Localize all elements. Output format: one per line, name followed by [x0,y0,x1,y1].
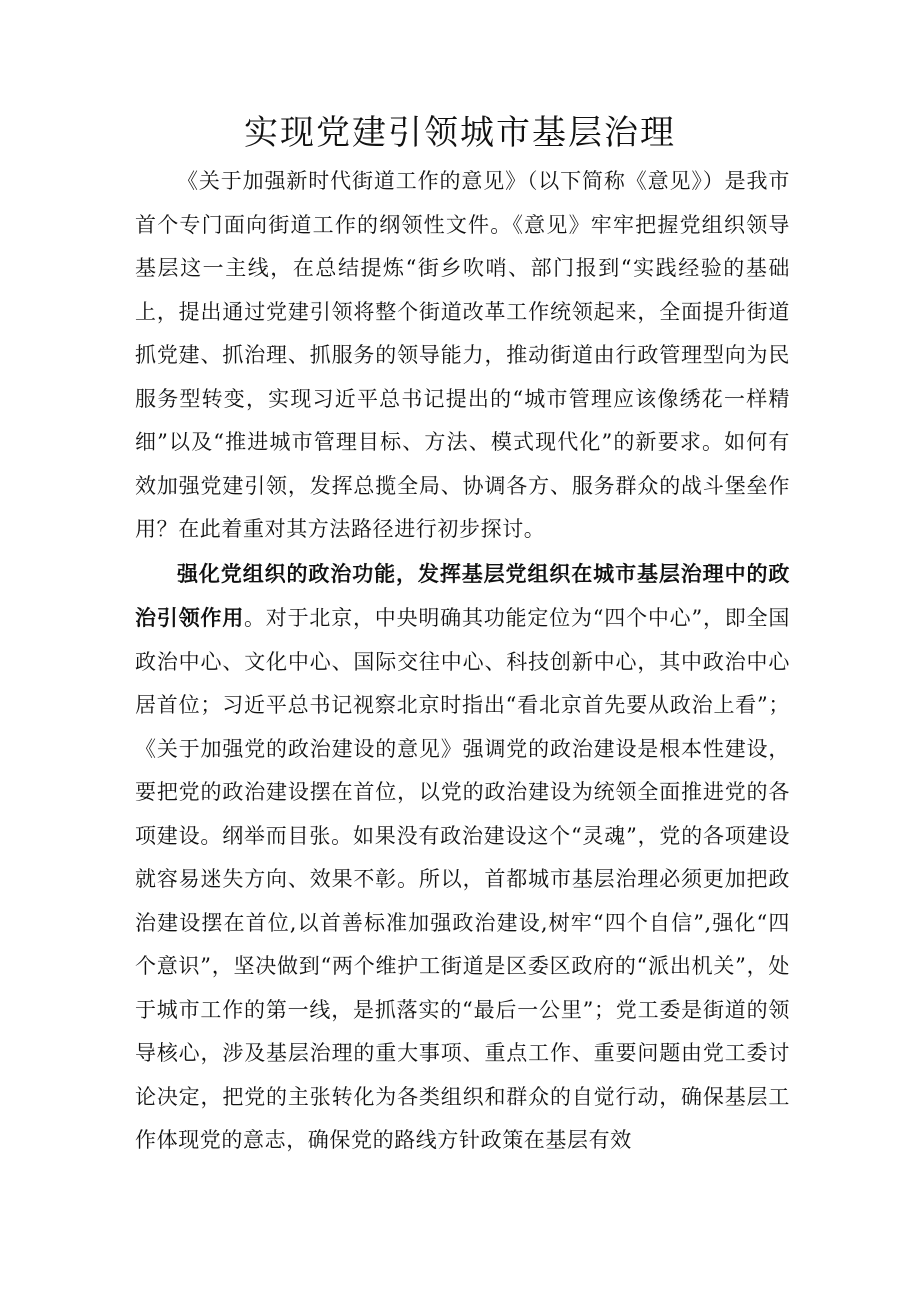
paragraph-political-function-text: 。对于北京，中央明确其功能定位为“四个中心”，即全国政治中心、文化中心、国际交往中心、科技创新中心，其中政治中心居首位；习近平总书记视察北京时指出“看北京首先要从政治上看”；《关于加强党的政治建设的意见》强调党的政治建设是根本性建设，要把党的政治建设摆在首位，以党的政治建设为统领全面推进党的各项建设。纲举而目张。如果没有政治建设这个“灵魂”，党的各项建设就容易迷失方向、效果不彰。所以，首都城市基层治理必须更加把政治建设摆在首位,以首善标准加强政治建设,树牢“四个自信”,强化“四个意识”，坚决做到“两个维护工街道是区委区政府的“派出机关”，处于城市工作的第一线，是抓落实的“最后一公里”；党工委是街道的领导核心，涉及基层治理的重大事项、重点工作、重要问题由党工委讨论决定，把党的主张转化为各类组织和群众的自觉行动，确保基层工作体现党的意志，确保党的路线方针政策在基层有效 [135,606,791,1152]
document-body [135,160,790,1163]
document-title: 实现党建引领城市基层治理 [244,113,676,153]
paragraph-heading: 强化党组织的政治功能，发挥基层党组织在城市基层治理中的政治引领作用 [135,560,790,630]
paragraph-intro [135,160,790,552]
paragraph-intro-text: 《关于加强新时代街道工作的意见》（以下简称《意见》）是我市首个专门面向街道工作的纲领性文件。《意见》牢牢把握党组织领导基层这一主线，在总结提炼“街乡吹哨、部门报到“实践经验的基础上，提出通过党建引领将整个街道改革工作统领起来，全面提升街道抓党建、抓治理、抓服务的领导能力，推动街道由行政管理型向为民服务型转变，实现习近平总书记提出的“城市管理应该像绣花一样精细”以及“推进城市管理目标、方法、模式现代化”的新要求。如何有效加强党建引领，发挥总揽全局、协调各方、服务群众的战斗堡垒作用？在此着重对其方法路径进行初步探讨。 [135,169,790,541]
paragraph-political-function [135,552,790,1163]
